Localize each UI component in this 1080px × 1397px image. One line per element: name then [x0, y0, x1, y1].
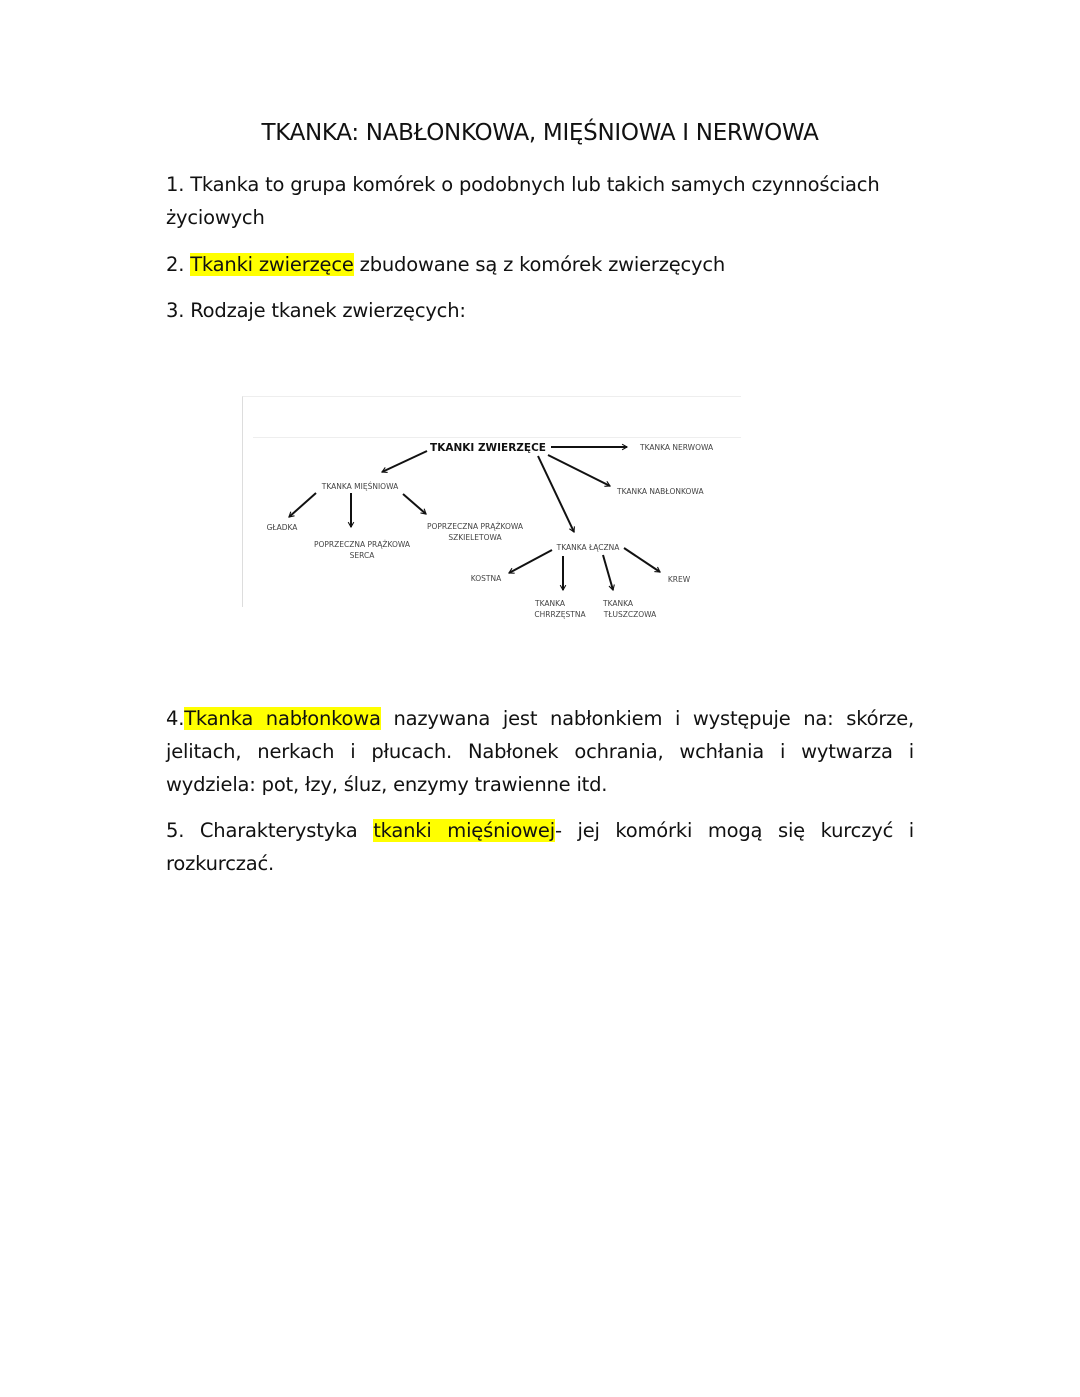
label-nerwowa: TKANKA NERWOWA [640, 443, 714, 452]
arrow-laczna-tluszczowa [603, 555, 613, 590]
arrow-root-nablonkowa [548, 455, 610, 486]
label-laczna: TKANKA ŁĄCZNA [556, 543, 620, 552]
label-tluszczowa-1: TKANKA [602, 599, 634, 608]
arrow-root-laczna [538, 456, 574, 532]
paragraph-5 [166, 814, 914, 880]
label-miesniowa: TKANKA MIĘŚNIOWA [321, 482, 399, 491]
paragraph-1: 1. Tkanka to grupa komórek o podobnych lub takich samych czynnościach życiowych [166, 173, 880, 229]
label-chrzestna-2: CHRRZĘSTNA [534, 610, 586, 619]
arrow-root-miesniowa [382, 451, 427, 472]
label-szkieletowa-1: POPRZECZNA PRĄŻKOWA [426, 522, 524, 531]
label-szkieletowa-2: SZKIELETOWA [448, 533, 502, 542]
arrow-laczna-krew [624, 548, 660, 572]
label-tluszczowa-2: TŁUSZCZOWA [603, 610, 657, 619]
paragraph-3: 3. Rodzaje tkanek zwierzęcych: [166, 299, 466, 322]
diagram-root: TKANKI ZWIERZĘCE [430, 442, 546, 454]
p4-prefix: 4. [166, 707, 185, 730]
label-krew: KREW [667, 575, 691, 584]
arrow-miesniowa-gladka [289, 493, 316, 517]
label-nablonkowa: TKANKA NABŁONKOWA [617, 487, 704, 496]
highlight-tkanki-zwierzece: Tkanki zwierzęce [190, 253, 354, 276]
label-kostna: KOSTNA [470, 574, 502, 583]
page-title: TKANKA: NABŁONKOWA, MIĘŚNIOWA I NERWOWA [261, 120, 819, 146]
p5-rest: - jej komórki mogą się kurczyć i rozkurczać. [166, 819, 914, 875]
label-serca-2: SERCA [349, 551, 375, 560]
p2-rest: zbudowane są z komórek zwierzęcych [353, 253, 726, 276]
highlight-tkanki-miesniowej: tkanki mięśniowej [373, 819, 555, 842]
paragraph-4 [166, 702, 914, 801]
label-serca-1: POPRZECZNA PRĄŻKOWA [313, 540, 411, 549]
p5-prefix: 5. Charakterystyka [166, 819, 374, 842]
label-gladka: GŁADKA [266, 523, 298, 532]
arrow-miesniowa-szkieletowa [403, 494, 426, 514]
highlight-tkanka-nablonkowa: Tkanka nabłonkowa [184, 707, 381, 730]
label-chrzestna-1: TKANKA [534, 599, 566, 608]
p2-prefix: 2. [166, 253, 191, 276]
arrow-laczna-kostna [509, 550, 552, 573]
p4-rest: nazywana jest nabłonkiem i występuje na: skórze, jelitach, nerkach i płucach. Nabłonek ochrania, wchłania i wytwarza i wydziela: pot, łzy, śluz, enzymy trawienne itd. [166, 707, 914, 796]
